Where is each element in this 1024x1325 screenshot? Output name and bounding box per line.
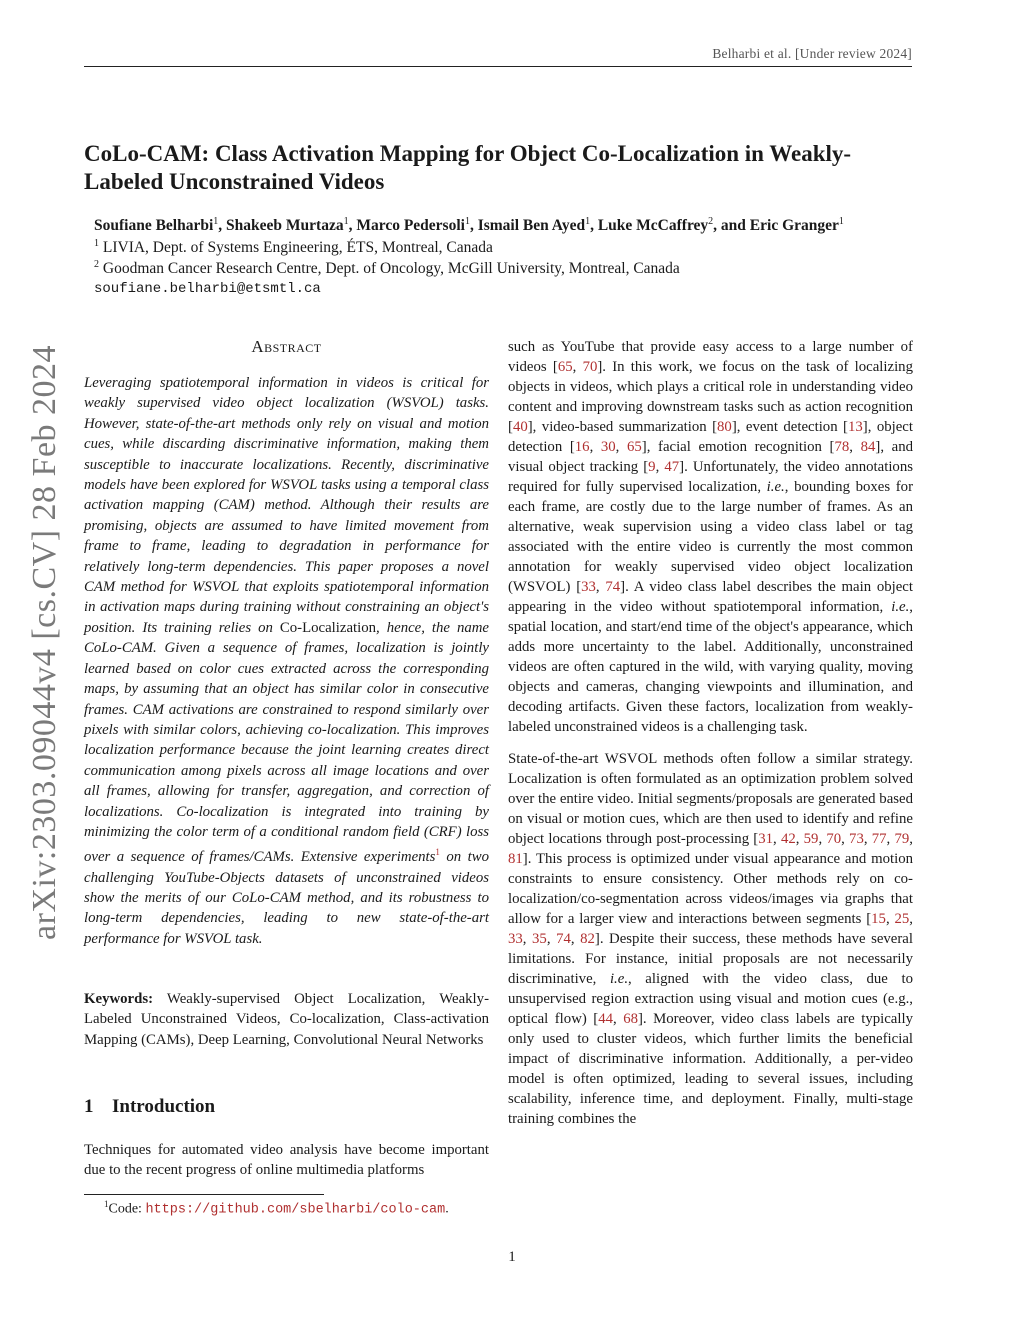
body-text: , — [613, 1011, 624, 1027]
author-name: Shakeeb Murtaza — [226, 217, 344, 235]
body-text: ], video-based summarization [ — [527, 419, 718, 435]
body-text: , — [655, 459, 665, 475]
abstract-part3: on two challenging YouTube-Objects datasets of unconstrained videos show the merits of our CoLo-CAM method, and its robustness to long-term dependencies, leading to new state-of-the-art performance for WSVOL task. — [84, 849, 489, 947]
citation-link[interactable]: 16 — [574, 439, 590, 455]
body-text: such as YouTube that provide easy access to a large number of videos [ — [508, 339, 913, 375]
author-name: Eric Granger — [749, 217, 839, 235]
citation-link[interactable]: 70 — [826, 831, 842, 847]
body-text: , — [595, 579, 606, 595]
body-text: ]. Unfortunately, the video annotations required for fully supervised localization, — [508, 459, 913, 495]
footnote — [104, 1199, 449, 1218]
author-affiliation-mark: 1 — [213, 216, 219, 227]
author-and: and — [717, 217, 750, 235]
body-text: , — [909, 911, 913, 927]
keywords-text: Weakly-supervised Object Localization, Weakly-Labeled Unconstrained Videos, Co-localization, Class-activation Mapping (CAMs), Deep Learning, Convolutional Neural Networks — [84, 991, 489, 1048]
body-text: ], and visual object tracking [ — [508, 439, 914, 475]
citation-link[interactable]: 47 — [664, 459, 680, 475]
citation-link[interactable]: 33 — [581, 579, 596, 595]
citation-link[interactable]: 84 — [860, 439, 876, 455]
affiliation-1-num: 1 — [94, 238, 99, 249]
author-affiliation-mark: 1 — [838, 216, 844, 227]
author-separator: , — [218, 217, 227, 235]
abstract-part2: , hence, the name CoLo-CAM. Given a sequence of frames, localization is jointly learned based on color cues extracted across the corresponding maps, by assuming that an object has similar color in consecutive frames. CAM activations are constrained to respond similarly over pixels with similar colors, achieving co-localization. This improves localization performance because the joint learning creates direct communication among pixels across all image locations and over all frames, allowing for transfer, aggregation, and correction of localizations. Co-localization is integrated into training by minimizing the color term of a conditional random field (CRF) loss over a sequence of frames/CAMs. Extensive experiments — [84, 619, 490, 866]
body-text: , — [615, 439, 627, 455]
footnote-rule — [84, 1194, 324, 1195]
author-separator: , — [469, 217, 478, 235]
author-affiliation-mark: 1 — [343, 216, 349, 227]
citation-link[interactable]: 79 — [894, 831, 910, 847]
body-text: , — [885, 911, 895, 927]
citation-link[interactable]: 77 — [871, 831, 887, 847]
body-text: , — [863, 831, 872, 847]
author-name: Luke McCaffrey — [597, 217, 709, 235]
footnote-end: . — [445, 1201, 449, 1217]
author-affiliation-mark: 1 — [585, 216, 591, 227]
body-text: , spatial location, and start/end time of the object's appearance, which adds more uncertainty to the label. Additionally, unconstrained videos are often captured in the wild, with varying quality, moving objects and cameras, changing viewpoints and illumination, and decoding artifacts. Given these factors, localization from weakly-labeled unconstrained videos is a challenging task. — [508, 599, 913, 735]
abstract-body — [84, 373, 489, 949]
affiliation-2-text: Goodman Cancer Research Centre, Dept. of Oncology, McGill University, Montreal, Canada — [102, 260, 680, 278]
author-affiliation-mark: 1 — [464, 216, 470, 227]
section-number: 1 — [84, 1096, 94, 1117]
author-separator: , — [590, 217, 598, 235]
intro-paragraph-left: Techniques for automated video analysis have become important due to the recent progress of online multimedia platforms — [84, 1142, 489, 1179]
body-text: ]. This process is optimized under visual appearance and motion constraints to ensure consistency. Other methods rely on co-localization/co-segmentation across videos/images via graphs that allow for a larger view and interactions between segments [ — [508, 851, 913, 927]
author-separator: , — [348, 217, 357, 235]
citation-link[interactable]: 74 — [556, 931, 571, 947]
body-text: ]. In this work, we focus on the task of localizing objects in videos, which plays a critical role in understanding video content and improving downstream tasks such as action recognition [ — [508, 359, 913, 435]
citation-link[interactable]: 42 — [780, 831, 796, 847]
keywords-label: Keywords: — [84, 991, 154, 1007]
italic-abbrev: i.e. — [891, 599, 910, 615]
author-name: Soufiane Belharbi — [94, 217, 214, 235]
citation-link[interactable]: 65 — [626, 439, 642, 455]
body-text: ]. A video class label describes the main object appearing in the video without spatiotemporal information, — [508, 579, 913, 615]
citation-link[interactable]: 44 — [598, 1011, 614, 1027]
arxiv-identifier: arXiv:2303.09044v4 [cs.CV] 28 Feb 2024 — [26, 344, 63, 940]
body-text: , bounding boxes for each frame, are costly due to the large number of frames. As an alternative, weak supervision using a video class label or tag associated with the entire video is currently the most common annotation for weakly supervised video object localization (WSVOL) [ — [508, 479, 913, 595]
code-link[interactable]: https://github.com/sbelharbi/colo-cam — [145, 1202, 446, 1218]
citation-link[interactable]: 30 — [600, 439, 616, 455]
keywords — [84, 989, 489, 1050]
italic-abbrev: i.e. — [609, 971, 629, 987]
intro-paragraph-right-1 — [508, 337, 913, 737]
body-text: , — [818, 831, 827, 847]
author-affiliation-mark: 2 — [708, 216, 714, 227]
citation-link[interactable]: 81 — [508, 851, 523, 867]
citation-link[interactable]: 33 — [508, 931, 523, 947]
body-text: , — [570, 931, 581, 947]
body-text: ], object detection [ — [508, 419, 913, 455]
abstract-part1: Leveraging spatiotemporal information in videos is critical for weakly supervised video object localization (WSVOL) tasks. However, state-of-the-art methods only rely on visual and motion cues, while discarding discriminative information, making them susceptible to inaccurate localizations. Recently, discriminative models have been explored for WSVOL tasks using a temporal class activation mapping (CAM) method. Although their results are promising, objects are assumed to have limited movement from frame to frame, leading to degradation in performance for relatively long-term dependencies. This paper proposes a novel CAM method for WSVOL that exploits spatiotemporal information in activation maps during training without constraining an object's position. Its training relies on — [84, 375, 489, 636]
page-number: 1 — [508, 1249, 516, 1265]
body-text: , — [795, 831, 804, 847]
italic-abbrev: i.e. — [766, 479, 785, 495]
body-text: , — [909, 831, 913, 847]
body-text: ], facial emotion recognition [ — [641, 439, 835, 455]
citation-link[interactable]: 9 — [648, 459, 656, 475]
citation-link[interactable]: 13 — [847, 419, 863, 435]
citation-link[interactable]: 78 — [834, 439, 850, 455]
body-text: , — [522, 931, 533, 947]
body-text: ], event detection [ — [731, 419, 848, 435]
citation-link[interactable]: 59 — [803, 831, 819, 847]
body-text: , — [546, 931, 557, 947]
citation-link[interactable]: 35 — [532, 931, 547, 947]
footnote-label: Code: — [108, 1201, 146, 1217]
citation-link[interactable]: 80 — [717, 419, 732, 435]
abstract-roman-phrase: Co-Localization — [279, 619, 377, 636]
author-separator: , — [713, 217, 718, 235]
citation-link[interactable]: 68 — [623, 1011, 638, 1027]
affiliation-2 — [94, 259, 680, 278]
body-text: , — [589, 439, 601, 455]
section-title: Introduction — [112, 1096, 216, 1117]
section-heading-introduction — [84, 1096, 215, 1118]
intro-paragraph-right-2 — [508, 749, 913, 1129]
abstract-heading: Abstract — [251, 337, 322, 356]
body-text: , — [841, 831, 850, 847]
right-column — [508, 337, 913, 1141]
citation-link[interactable]: 15 — [871, 911, 886, 927]
citation-link[interactable]: 40 — [512, 419, 528, 435]
citation-link[interactable]: 31 — [758, 831, 774, 847]
citation-link[interactable]: 65 — [557, 359, 573, 375]
body-text: , — [572, 359, 583, 375]
body-text: ]. Despite their success, these methods have several limitations. For instance, initial proposals are not necessarily discriminative, — [508, 931, 913, 987]
body-text: ]. Moreover, video class labels are typically only used to cluster videos, which further limits the beneficial impact of discriminative information. Additionally, a per-video model is often optimized, leading to several issues, including scalability, inference time, and deployment. Finally, multi-stage training combines the — [508, 1011, 913, 1127]
author-list — [94, 216, 844, 235]
body-text: State-of-the-art WSVOL methods often follow a similar strategy. Localization is often formulated as an optimization problem solved over the entire video. Initial segments/proposals are generated based on visual or motion cues, which are then used to identify and refine object locations through post-processing [ — [508, 751, 913, 847]
body-text: , aligned with the video class, due to unsupervised region extraction using visual and motion cues (e.g., optical flow) [ — [508, 971, 913, 1027]
citation-link[interactable]: 82 — [580, 931, 595, 947]
affiliation-2-num: 2 — [94, 259, 99, 270]
footnote-mark: 1 — [104, 1199, 109, 1209]
abstract-footnote-mark[interactable]: 1 — [435, 847, 440, 858]
body-text: , — [773, 831, 781, 847]
running-head: Belharbi et al. [Under review 2024] — [712, 46, 912, 61]
affiliation-1 — [94, 238, 493, 257]
body-text: , — [849, 439, 861, 455]
affiliation-1-text: LIVIA, Dept. of Systems Engineering, ÉTS, Montreal, Canada — [102, 239, 493, 257]
author-name: Ismail Ben Ayed — [477, 217, 586, 235]
citation-link[interactable]: 73 — [849, 831, 864, 847]
citation-link[interactable]: 25 — [894, 911, 910, 927]
body-text: , — [886, 831, 895, 847]
header-rule — [84, 66, 912, 67]
citation-link[interactable]: 74 — [605, 579, 621, 595]
citation-link[interactable]: 70 — [582, 359, 598, 375]
author-name: Marco Pedersoli — [356, 217, 465, 235]
paper-title: CoLo-CAM: Class Activation Mapping for Object Co-Localization in Weakly-Labeled Unconstrained Videos — [84, 141, 852, 194]
author-email[interactable]: soufiane.belharbi@etsmtl.ca — [94, 281, 321, 297]
